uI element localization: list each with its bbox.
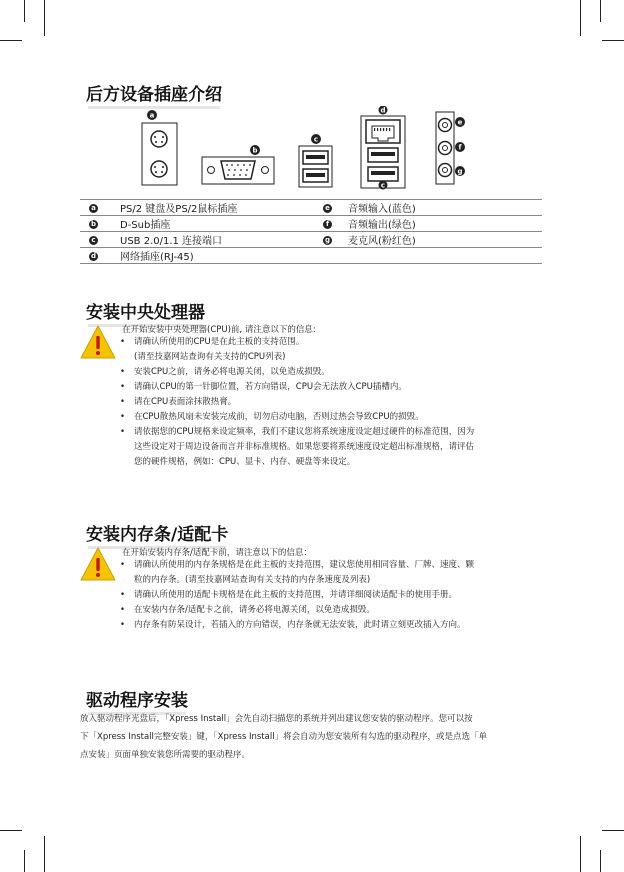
legend-text: 网络插座(RJ-45) [120,248,314,264]
legend-marker: a [89,204,98,213]
legend-text: PS/2 键盘及PS/2鼠标插座 [120,200,314,216]
rear-panel-title: 后方设备插座介绍 [86,80,222,105]
list-item: • 请在CPU表面涂抹散热膏。 [118,395,550,410]
legend-marker: b [90,220,96,228]
legend-row [80,216,542,232]
lan-usb-ports [361,116,405,188]
marker-c-lan [379,181,388,190]
memory-intro: 在开始安装内存条/适配卡前，请注意以下的信息： [122,548,312,558]
warning-icon [79,546,117,582]
legend-marker: f [323,220,332,229]
legend-row [80,248,542,264]
legend-text: 音频输出(绿色) [348,216,542,232]
paragraph-line: 点安装」页面单独安装您所需要的驱动程序。 [80,750,251,760]
driver-section-title: 驱动程序安装 [86,686,188,711]
cpu-notes-list [118,335,550,470]
svg-text:d: d [380,106,386,115]
paragraph-line: 下「Xpress Install完整安装」键，「Xpress Install」将会自动为您安装所有勾选的驱动程序，或是点选「单 [80,732,488,742]
list-item: 粒的内存条。(请至技嘉网站查询有关支持的内存条速度及列表) [134,575,371,585]
marker-d [379,106,388,115]
usb-ports [299,146,332,187]
legend-text: USB 2.0/1.1 连接端口 [120,232,314,248]
list-item: • 请确认所使用的内存条规格是在此主板的支持范围，建议您使用相同容量、厂牌、速度、颗 [118,558,550,573]
legend-marker: g [324,236,330,244]
port-legend-table [80,199,542,264]
svg-text:e: e [457,118,463,127]
warning-icon [79,324,117,360]
legend-row [80,200,542,216]
list-item: • 请确认所使用的适配卡规格是在此主板的支持范围，并请详细阅读适配卡的使用手册。 [118,588,550,603]
legend-text: 麦克风(粉红色) [348,232,542,248]
legend-marker: c [89,236,98,245]
cpu-section-title: 安装中央处理器 [86,298,205,323]
svg-text:g: g [457,167,463,176]
list-item: • 请确认所使用的CPU是在此主板的支持范围。 [118,335,550,350]
marker-g [455,166,465,176]
marker-e [455,117,465,127]
marker-c-usb [311,134,321,144]
legend-marker: d [90,252,96,260]
ps2-ports [142,123,177,185]
svg-text:f: f [458,143,462,152]
svg-text:b: b [252,146,258,155]
cpu-intro: 在开始安装中央处理器(CPU)前, 请注意以下的信息: [122,325,316,335]
memory-section-title: 安装内存条/适配卡 [86,520,228,545]
list-item: • 内存条有防呆设计，若插入的方向错误，内存条就无法安装，此时请立刻更改插入方向。 [118,618,550,633]
list-item: 这些设定对于周边设备而言并非标准规格。如果您要将系统速度设定超出标准规格，请评估 [134,442,475,452]
list-item: 您的硬件规格，例如：CPU、显卡、内存、硬盘等来设定。 [134,457,356,467]
paragraph-line: 放入驱动程序光盘后，「Xpress Install」会先自动扫描您的系统并列出建议您安装的驱动程序。您可以按 [80,714,473,724]
marker-b [250,145,260,155]
svg-text:c: c [313,135,319,144]
list-item: (请至技嘉网站查询有关支持的CPU列表) [134,352,286,362]
marker-f [455,142,465,152]
svg-text:a: a [149,111,155,120]
marker-a [147,110,157,120]
list-item: • 安装CPU之前，请务必将电源关闭，以免造成损毁。 [118,365,550,380]
memory-notes-list [118,558,550,633]
driver-paragraph [80,710,546,764]
list-item: • 在CPU散热风扇未安装完成前，切勿启动电脑，否则过热会导致CPU的损毁。 [118,410,550,425]
dsub-port [202,157,274,184]
legend-marker: e [323,204,332,213]
list-item: • 在安装内存条/适配卡之前，请务必将电源关闭，以免造成损毁。 [118,603,550,618]
rear-panel-diagram [120,106,470,192]
legend-row [80,232,542,248]
svg-text:c: c [380,181,386,190]
list-item: • 请依据您的CPU规格来设定频率，我们不建议您将系统速度设定超过硬件的标准范围，因为 [118,425,550,440]
legend-text: D-Sub插座 [120,216,314,232]
legend-text: 音频输入(蓝色) [348,200,542,216]
list-item: • 请确认CPU的第一针脚位置，若方向错误，CPU会无法放入CPU插槽内。 [118,380,550,395]
audio-jacks [436,112,454,184]
